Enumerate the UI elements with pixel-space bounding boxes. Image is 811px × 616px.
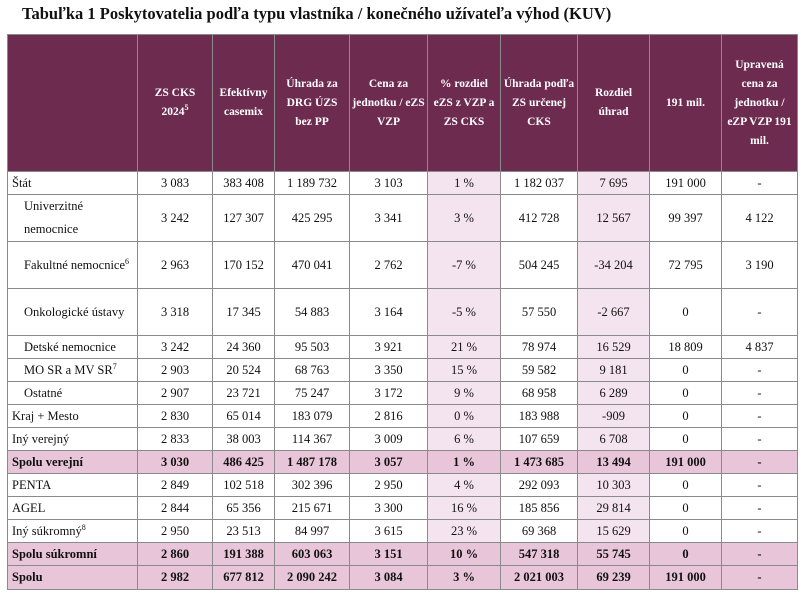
table-cell: 12 567 — [578, 195, 650, 242]
table-cell: - — [722, 405, 798, 428]
table-cell: 127 307 — [213, 195, 275, 242]
table-cell: 2 844 — [138, 497, 213, 520]
table-cell: 4 % — [428, 474, 501, 497]
table-cell: 215 671 — [275, 497, 350, 520]
table-cell: 2 860 — [138, 543, 213, 566]
table-cell: 183 079 — [275, 405, 350, 428]
table-row — [8, 520, 798, 543]
table-cell: 18 809 — [650, 336, 722, 359]
table-row — [8, 336, 798, 359]
table-cell: 470 041 — [275, 242, 350, 289]
table-cell: 16 529 — [578, 336, 650, 359]
row-label: Spolu verejní — [8, 451, 138, 474]
row-label: Spolu — [8, 566, 138, 590]
table-cell: 191 000 — [650, 566, 722, 590]
header-cell: % rozdiel eZS z VZP a ZS CKS — [428, 35, 501, 172]
table-cell: 0 — [650, 428, 722, 451]
table-cell: 3 009 — [350, 428, 428, 451]
table-cell: 10 303 — [578, 474, 650, 497]
table-cell: 65 014 — [213, 405, 275, 428]
table-cell: 1 182 037 — [501, 172, 578, 195]
table-cell: 0 % — [428, 405, 501, 428]
table-cell: 3 084 — [350, 566, 428, 590]
table-cell: 29 814 — [578, 497, 650, 520]
table-cell: -34 204 — [578, 242, 650, 289]
table-cell: 68 958 — [501, 382, 578, 405]
table-cell: 2 762 — [350, 242, 428, 289]
providers-table — [7, 34, 798, 590]
table-cell: 23 721 — [213, 382, 275, 405]
table-cell: 3 % — [428, 566, 501, 590]
table-cell: 3 318 — [138, 289, 213, 336]
table-row — [8, 474, 798, 497]
table-cell: 0 — [650, 359, 722, 382]
table-cell: 107 659 — [501, 428, 578, 451]
table-cell: - — [722, 520, 798, 543]
table-cell: 1 473 685 — [501, 451, 578, 474]
table-cell: 7 695 — [578, 172, 650, 195]
row-label: Onkologické ústavy — [8, 289, 138, 336]
summary-row — [8, 543, 798, 566]
row-label: Štát — [8, 172, 138, 195]
table-cell: 547 318 — [501, 543, 578, 566]
table-cell: 54 883 — [275, 289, 350, 336]
header-cell: Rozdiel úhrad — [578, 35, 650, 172]
table-cell: 1 % — [428, 451, 501, 474]
table-cell: 3 350 — [350, 359, 428, 382]
table-cell: 3 % — [428, 195, 501, 242]
table-cell: 38 003 — [213, 428, 275, 451]
table-cell: 57 550 — [501, 289, 578, 336]
table-cell: - — [722, 289, 798, 336]
table-cell: - — [722, 543, 798, 566]
table-cell: - — [722, 382, 798, 405]
table-cell: 3 300 — [350, 497, 428, 520]
table-cell: - — [722, 566, 798, 590]
table-cell: 412 728 — [501, 195, 578, 242]
table-cell: 102 518 — [213, 474, 275, 497]
table-cell: 504 245 — [501, 242, 578, 289]
table-cell: 69 368 — [501, 520, 578, 543]
table-cell: 23 513 — [213, 520, 275, 543]
table-cell: 2 849 — [138, 474, 213, 497]
table-cell: 2 833 — [138, 428, 213, 451]
table-cell: 1 487 178 — [275, 451, 350, 474]
table-cell: 3 164 — [350, 289, 428, 336]
table-cell: 2 903 — [138, 359, 213, 382]
header-cell: Úhrada za DRG ÚZS bez PP — [275, 35, 350, 172]
table-cell: 3 615 — [350, 520, 428, 543]
table-row — [8, 497, 798, 520]
header-cell: ZS CKS 2024$^5$ — [138, 35, 213, 172]
table-cell: 75 247 — [275, 382, 350, 405]
table-cell: 2 950 — [350, 474, 428, 497]
table-cell: 6 708 — [578, 428, 650, 451]
table-cell: 4 122 — [722, 195, 798, 242]
table-cell: 302 396 — [275, 474, 350, 497]
table-cell: 21 % — [428, 336, 501, 359]
table-cell: 2 830 — [138, 405, 213, 428]
table-cell: 59 582 — [501, 359, 578, 382]
table-cell: 2 816 — [350, 405, 428, 428]
table-cell: 6 % — [428, 428, 501, 451]
table-cell: 0 — [650, 405, 722, 428]
table-row — [8, 172, 798, 195]
table-cell: 99 397 — [650, 195, 722, 242]
table-row — [8, 382, 798, 405]
table-cell: 10 % — [428, 543, 501, 566]
table-cell: - — [722, 172, 798, 195]
header-row — [8, 35, 798, 172]
summary-row — [8, 451, 798, 474]
table-cell: 72 795 — [650, 242, 722, 289]
table-cell: 185 856 — [501, 497, 578, 520]
header-cell — [8, 35, 138, 172]
table-cell: 191 000 — [650, 451, 722, 474]
table-cell: 191 000 — [650, 172, 722, 195]
table-cell: 84 997 — [275, 520, 350, 543]
table-cell: - — [722, 428, 798, 451]
table-cell: 1 189 732 — [275, 172, 350, 195]
table-cell: 2 963 — [138, 242, 213, 289]
row-label: PENTA — [8, 474, 138, 497]
table-cell: 13 494 — [578, 451, 650, 474]
table-cell: 603 063 — [275, 543, 350, 566]
table-cell: 23 % — [428, 520, 501, 543]
table-cell: 0 — [650, 474, 722, 497]
table-cell: 2 950 — [138, 520, 213, 543]
table-row — [8, 242, 798, 289]
table-cell: 6 289 — [578, 382, 650, 405]
table-cell: 3 341 — [350, 195, 428, 242]
table-cell: -2 667 — [578, 289, 650, 336]
table-cell: - — [722, 359, 798, 382]
table-cell: 3 172 — [350, 382, 428, 405]
table-title: Tabuľka 1 Poskytovatelia podľa typu vlastníka / konečného užívateľa výhod (KUV) — [22, 4, 612, 23]
table-cell: 114 367 — [275, 428, 350, 451]
table-cell: - — [722, 497, 798, 520]
table-cell: 15 629 — [578, 520, 650, 543]
header-cell: 191 mil. — [650, 35, 722, 172]
row-label: Spolu súkromní — [8, 543, 138, 566]
table-cell: 3 103 — [350, 172, 428, 195]
table-cell: 4 837 — [722, 336, 798, 359]
table-cell: 2 982 — [138, 566, 213, 590]
table-cell: 65 356 — [213, 497, 275, 520]
table-cell: 24 360 — [213, 336, 275, 359]
table-cell: 78 974 — [501, 336, 578, 359]
table-cell: 170 152 — [213, 242, 275, 289]
table-cell: 16 % — [428, 497, 501, 520]
row-label: Kraj + Mesto — [8, 405, 138, 428]
table-cell: 3 190 — [722, 242, 798, 289]
table-cell: 3 057 — [350, 451, 428, 474]
table-cell: 2 907 — [138, 382, 213, 405]
table-cell: 0 — [650, 520, 722, 543]
table-cell: 2 090 242 — [275, 566, 350, 590]
table-row — [8, 195, 798, 242]
table-cell: 1 % — [428, 172, 501, 195]
table-row — [8, 359, 798, 382]
row-label: Iný súkromný$^8$ — [8, 520, 138, 543]
table-cell: 2 021 003 — [501, 566, 578, 590]
table-cell: 3 242 — [138, 336, 213, 359]
table-cell: -5 % — [428, 289, 501, 336]
table-cell: -7 % — [428, 242, 501, 289]
table-cell: 3 921 — [350, 336, 428, 359]
table-cell: - — [722, 474, 798, 497]
table-cell: 292 093 — [501, 474, 578, 497]
table-cell: 68 763 — [275, 359, 350, 382]
row-label: Ostatné — [8, 382, 138, 405]
table-cell: 383 408 — [213, 172, 275, 195]
table-cell: - — [722, 451, 798, 474]
table-cell: 677 812 — [213, 566, 275, 590]
table-cell: 69 239 — [578, 566, 650, 590]
header-cell: Cena za jednotku / eZS VZP — [350, 35, 428, 172]
table-cell: 95 503 — [275, 336, 350, 359]
table-cell: 3 242 — [138, 195, 213, 242]
table-cell: 15 % — [428, 359, 501, 382]
table-cell: 3 151 — [350, 543, 428, 566]
table-cell: 0 — [650, 382, 722, 405]
row-label: Detské nemocnice — [8, 336, 138, 359]
row-label: AGEL — [8, 497, 138, 520]
table-row — [8, 428, 798, 451]
table-cell: 0 — [650, 543, 722, 566]
table-cell: 0 — [650, 497, 722, 520]
table-cell: 191 388 — [213, 543, 275, 566]
table-cell: 3 030 — [138, 451, 213, 474]
header-cell: Efektívny casemix — [213, 35, 275, 172]
header-cell: Úhrada podľa ZS určenej CKS — [501, 35, 578, 172]
table-row — [8, 405, 798, 428]
table-cell: 55 745 — [578, 543, 650, 566]
row-label: Iný verejný — [8, 428, 138, 451]
row-label: Fakultné nemocnice$^6$ — [8, 242, 138, 289]
row-label: MO SR a MV $SR^7$ — [8, 359, 138, 382]
table-cell: 9 % — [428, 382, 501, 405]
table-cell: 183 988 — [501, 405, 578, 428]
summary-row — [8, 566, 798, 590]
table-cell: 9 181 — [578, 359, 650, 382]
row-label: Univerzitné nemocnice — [8, 195, 138, 242]
header-cell: Upravená cena za jednotku / eZP VZP 191 mil. — [722, 35, 798, 172]
table-cell: 20 524 — [213, 359, 275, 382]
table-cell: 17 345 — [213, 289, 275, 336]
table-cell: 486 425 — [213, 451, 275, 474]
table-row — [8, 289, 798, 336]
table-cell: 3 083 — [138, 172, 213, 195]
table-cell: -909 — [578, 405, 650, 428]
table-cell: 0 — [650, 289, 722, 336]
table-cell: 425 295 — [275, 195, 350, 242]
